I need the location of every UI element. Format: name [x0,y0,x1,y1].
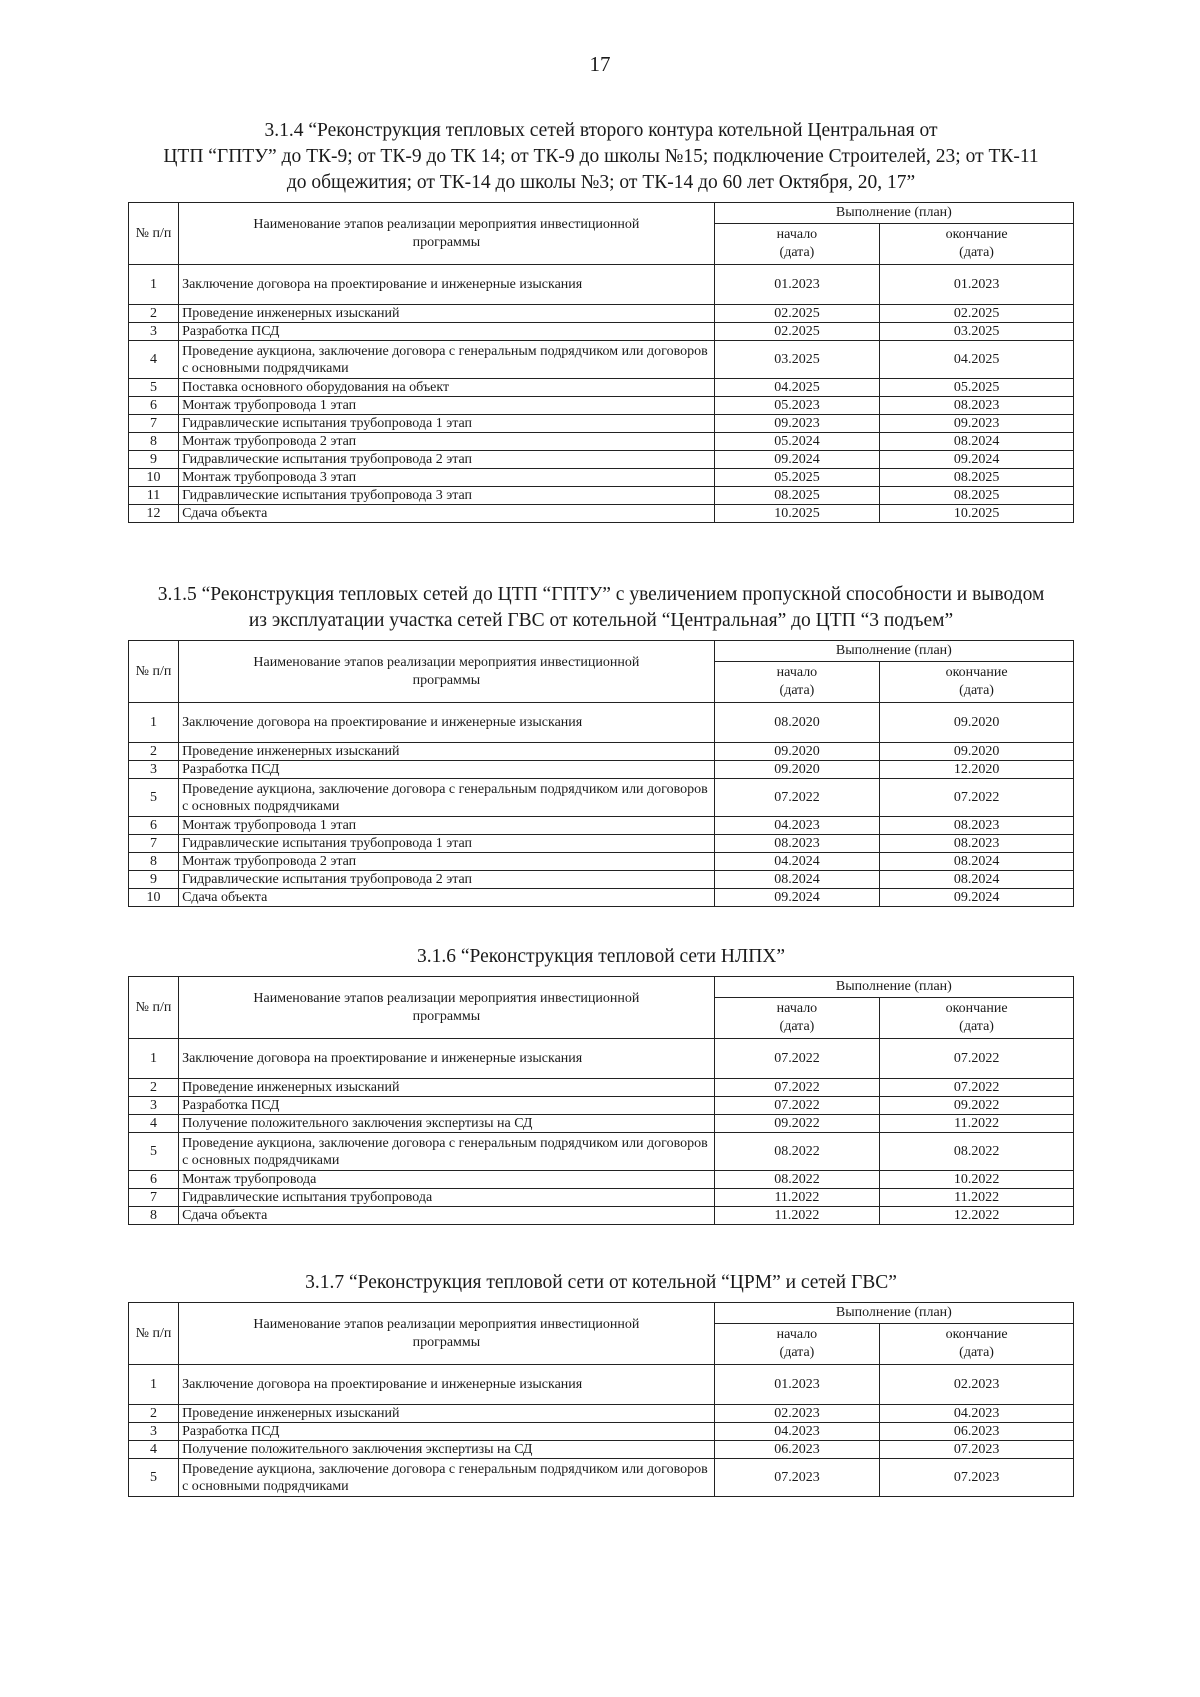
table-row [129,1097,1074,1115]
header-start [714,998,879,1039]
row-end-date: 11.2022 [880,1115,1074,1133]
row-stage-name: Заключение договора на проектирование и инженерные изыскания [179,265,715,305]
header-num: № п/п [129,203,179,265]
row-num: 5 [129,1133,179,1171]
table-row [129,835,1074,853]
table-header-row [129,641,1074,662]
header-end-label: окончание [945,1001,1008,1016]
table-row [129,305,1074,323]
row-start-date: 02.2023 [714,1405,879,1423]
row-num: 2 [129,1079,179,1097]
row-num: 10 [129,889,179,907]
table-row [129,1039,1074,1079]
table-row [129,703,1074,743]
row-end-date: 06.2023 [880,1423,1074,1441]
row-stage-name: Гидравлические испытания трубопровода 2 этап [179,871,715,889]
section-title-line: из эксплуатации участка сетей ГВС от котельной “Центральная” до ЦТП “3 подъем” [248,610,954,631]
header-execution: Выполнение (план) [714,203,1073,224]
header-start-label: начало [776,227,818,242]
header-end [880,224,1074,265]
row-stage-name: Проведение инженерных изысканий [179,305,715,323]
row-num: 2 [129,305,179,323]
row-stage-name: Разработка ПСД [179,323,715,341]
header-start [714,224,879,265]
row-end-date: 09.2023 [880,415,1074,433]
row-end-date: 10.2022 [880,1171,1074,1189]
header-end-sub: (дата) [959,1019,994,1034]
header-start-label: начало [776,1327,818,1342]
row-num: 10 [129,469,179,487]
section-title-line: 3.1.4 “Реконструкция тепловых сетей второго контура котельной Центральная от [264,120,938,141]
row-end-date: 08.2023 [880,817,1074,835]
table-row [129,415,1074,433]
table-row [129,451,1074,469]
row-stage-name: Гидравлические испытания трубопровода 1 этап [179,415,715,433]
header-name: Наименование этапов реализации мероприятия инвестиционной программы [179,641,715,703]
section-3-1-7 [128,1270,1074,1497]
row-stage-name: Сдача объекта [179,1207,715,1225]
row-end-date: 07.2022 [880,1039,1074,1079]
header-end-sub: (дата) [959,245,994,260]
row-num: 5 [129,1459,179,1497]
row-end-date: 11.2022 [880,1189,1074,1207]
row-start-date: 07.2022 [714,779,879,817]
stages-table [128,976,1074,1225]
page-number: 17 [589,52,611,76]
row-end-date: 09.2024 [880,451,1074,469]
row-end-date: 03.2025 [880,323,1074,341]
row-start-date: 10.2025 [714,505,879,523]
row-num: 3 [129,323,179,341]
header-start-sub: (дата) [779,1019,815,1034]
header-name: Наименование этапов реализации мероприятия инвестиционной программы [179,977,715,1039]
header-end [880,998,1074,1039]
row-stage-name: Монтаж трубопровода 3 этап [179,469,715,487]
table-row [129,1133,1074,1171]
table-row [129,889,1074,907]
header-name: Наименование этапов реализации мероприятия инвестиционной программы [179,203,715,265]
row-end-date: 02.2025 [880,305,1074,323]
row-end-date: 05.2025 [880,379,1074,397]
row-stage-name: Проведение аукциона, заключение договора с генеральным подрядчиком или договоров с основных подрядчиками [179,1133,715,1171]
row-stage-name: Монтаж трубопровода 1 этап [179,397,715,415]
row-stage-name: Монтаж трубопровода 2 этап [179,433,715,451]
row-stage-name: Сдача объекта [179,505,715,523]
header-end-sub: (дата) [959,1345,994,1360]
table-row [129,469,1074,487]
row-stage-name: Заключение договора на проектирование и инженерные изыскания [179,703,715,743]
row-start-date: 05.2024 [714,433,879,451]
row-start-date: 11.2022 [714,1207,879,1225]
table-row [129,487,1074,505]
row-num: 9 [129,451,179,469]
row-end-date: 12.2020 [880,761,1074,779]
row-end-date: 04.2025 [880,341,1074,379]
row-end-date: 07.2022 [880,779,1074,817]
row-start-date: 06.2023 [714,1441,879,1459]
table-row [129,505,1074,523]
row-start-date: 08.2025 [714,487,879,505]
header-end [880,662,1074,703]
table-row [129,1423,1074,1441]
row-stage-name: Проведение аукциона, заключение договора с генеральным подрядчиком или договоров с основных подрядчиками [179,779,715,817]
row-num: 8 [129,1207,179,1225]
table-row [129,265,1074,305]
row-stage-name: Проведение аукциона, заключение договора с генеральным подрядчиком или договоров с основными подрядчиками [179,1459,715,1497]
row-end-date: 08.2024 [880,853,1074,871]
header-start [714,662,879,703]
stages-table [128,1302,1074,1497]
section-title [128,582,1074,634]
section-3-1-5 [128,582,1074,907]
row-start-date: 01.2023 [714,265,879,305]
row-num: 5 [129,779,179,817]
header-start-sub: (дата) [779,1345,815,1360]
table-header-row [129,1303,1074,1324]
table-row [129,779,1074,817]
table-row [129,1441,1074,1459]
table-row [129,341,1074,379]
row-start-date: 08.2023 [714,835,879,853]
row-num: 6 [129,397,179,415]
row-start-date: 02.2025 [714,305,879,323]
section-3-1-6 [128,944,1074,1225]
row-end-date: 07.2023 [880,1441,1074,1459]
row-num: 8 [129,853,179,871]
row-num: 5 [129,379,179,397]
row-num: 2 [129,743,179,761]
row-stage-name: Сдача объекта [179,889,715,907]
row-end-date: 08.2023 [880,397,1074,415]
row-num: 9 [129,871,179,889]
row-end-date: 09.2024 [880,889,1074,907]
header-start-sub: (дата) [779,245,815,260]
row-num: 7 [129,1189,179,1207]
row-end-date: 07.2023 [880,1459,1074,1497]
table-row [129,853,1074,871]
row-start-date: 09.2020 [714,743,879,761]
row-num: 7 [129,835,179,853]
section-3-1-4 [128,118,1074,523]
row-start-date: 09.2024 [714,889,879,907]
header-num: № п/п [129,977,179,1039]
row-start-date: 08.2024 [714,871,879,889]
row-num: 4 [129,1115,179,1133]
row-end-date: 08.2025 [880,469,1074,487]
header-end-label: окончание [945,665,1008,680]
header-name: Наименование этапов реализации мероприятия инвестиционной программы [179,1303,715,1365]
row-end-date: 09.2022 [880,1097,1074,1115]
row-start-date: 02.2025 [714,323,879,341]
table-row [129,871,1074,889]
row-stage-name: Разработка ПСД [179,761,715,779]
header-start-label: начало [776,665,818,680]
row-stage-name: Монтаж трубопровода [179,1171,715,1189]
row-end-date: 08.2024 [880,871,1074,889]
row-end-date: 08.2022 [880,1133,1074,1171]
row-end-date: 07.2022 [880,1079,1074,1097]
row-start-date: 08.2020 [714,703,879,743]
row-start-date: 07.2022 [714,1097,879,1115]
row-num: 6 [129,1171,179,1189]
section-title-line: ЦТП “ГПТУ” до ТК-9; от ТК-9 до ТК 14; от ТК-9 до школы №15; подключение Строителей, 23; от ТК-11 [163,146,1039,167]
header-execution: Выполнение (план) [714,1303,1073,1324]
section-title-line: 3.1.6 “Реконструкция тепловой сети НЛПХ” [416,946,786,967]
header-start [714,1324,879,1365]
row-num: 1 [129,1365,179,1405]
table-row [129,1079,1074,1097]
row-stage-name: Гидравлические испытания трубопровода 1 этап [179,835,715,853]
table-header-row [129,977,1074,998]
row-stage-name: Поставка основного оборудования на объект [179,379,715,397]
table-row [129,1207,1074,1225]
table-row [129,1365,1074,1405]
row-start-date: 05.2025 [714,469,879,487]
row-num: 3 [129,1097,179,1115]
row-stage-name: Получение положительного заключения экспертизы на СД [179,1441,715,1459]
row-stage-name: Монтаж трубопровода 1 этап [179,817,715,835]
row-num: 3 [129,1423,179,1441]
row-end-date: 02.2023 [880,1365,1074,1405]
row-start-date: 04.2025 [714,379,879,397]
row-stage-name: Гидравлические испытания трубопровода [179,1189,715,1207]
row-num: 11 [129,487,179,505]
row-start-date: 09.2024 [714,451,879,469]
table-row [129,379,1074,397]
row-stage-name: Гидравлические испытания трубопровода 3 этап [179,487,715,505]
row-stage-name: Получение положительного заключения экспертизы на СД [179,1115,715,1133]
row-start-date: 04.2023 [714,817,879,835]
row-stage-name: Разработка ПСД [179,1423,715,1441]
row-num: 6 [129,817,179,835]
table-row [129,1115,1074,1133]
row-end-date: 12.2022 [880,1207,1074,1225]
row-num: 8 [129,433,179,451]
row-stage-name: Проведение инженерных изысканий [179,1079,715,1097]
row-end-date: 09.2020 [880,743,1074,761]
row-num: 1 [129,1039,179,1079]
section-title [128,944,1074,970]
row-stage-name: Монтаж трубопровода 2 этап [179,853,715,871]
section-title-line: 3.1.5 “Реконструкция тепловых сетей до ЦТП “ГПТУ” с увеличением пропускной способности и выводом [157,584,1045,605]
header-end-sub: (дата) [959,683,994,698]
row-start-date: 04.2024 [714,853,879,871]
table-row [129,397,1074,415]
section-title-line: до общежития; от ТК-14 до школы №3; от ТК-14 до 60 лет Октября, 20, 17” [286,172,916,193]
row-num: 4 [129,341,179,379]
row-end-date: 09.2020 [880,703,1074,743]
row-end-date: 08.2025 [880,487,1074,505]
header-start-label: начало [776,1001,818,1016]
row-num: 4 [129,1441,179,1459]
header-execution: Выполнение (план) [714,641,1073,662]
row-end-date: 04.2023 [880,1405,1074,1423]
row-num: 1 [129,265,179,305]
section-title [128,118,1074,196]
table-row [129,1171,1074,1189]
table-header-row [129,203,1074,224]
row-start-date: 07.2023 [714,1459,879,1497]
row-start-date: 09.2023 [714,415,879,433]
row-stage-name: Проведение аукциона, заключение договора с генеральным подрядчиком или договоров с основными подрядчиками [179,341,715,379]
row-end-date: 01.2023 [880,265,1074,305]
table-row [129,761,1074,779]
table-row [129,1405,1074,1423]
table-row [129,433,1074,451]
header-end-label: окончание [945,1327,1008,1342]
row-start-date: 08.2022 [714,1133,879,1171]
table-row [129,1459,1074,1497]
row-end-date: 10.2025 [880,505,1074,523]
section-title [128,1270,1074,1296]
row-start-date: 07.2022 [714,1039,879,1079]
header-num: № п/п [129,1303,179,1365]
header-end-label: окончание [945,227,1008,242]
row-start-date: 07.2022 [714,1079,879,1097]
header-num: № п/п [129,641,179,703]
row-end-date: 08.2023 [880,835,1074,853]
row-stage-name: Заключение договора на проектирование и инженерные изыскания [179,1039,715,1079]
section-title-line: 3.1.7 “Реконструкция тепловой сети от котельной “ЦРМ” и сетей ГВС” [305,1272,897,1293]
row-num: 2 [129,1405,179,1423]
row-start-date: 04.2023 [714,1423,879,1441]
row-num: 7 [129,415,179,433]
row-num: 1 [129,703,179,743]
header-start-sub: (дата) [779,683,815,698]
stages-table [128,202,1074,523]
row-start-date: 08.2022 [714,1171,879,1189]
row-num: 12 [129,505,179,523]
row-start-date: 09.2022 [714,1115,879,1133]
table-row [129,817,1074,835]
table-row [129,743,1074,761]
row-start-date: 11.2022 [714,1189,879,1207]
row-num: 3 [129,761,179,779]
row-start-date: 09.2020 [714,761,879,779]
row-start-date: 03.2025 [714,341,879,379]
row-end-date: 08.2024 [880,433,1074,451]
table-row [129,1189,1074,1207]
row-start-date: 01.2023 [714,1365,879,1405]
row-stage-name: Проведение инженерных изысканий [179,743,715,761]
row-stage-name: Проведение инженерных изысканий [179,1405,715,1423]
row-start-date: 05.2023 [714,397,879,415]
row-stage-name: Заключение договора на проектирование и инженерные изыскания [179,1365,715,1405]
header-end [880,1324,1074,1365]
header-execution: Выполнение (план) [714,977,1073,998]
stages-table [128,640,1074,907]
row-stage-name: Гидравлические испытания трубопровода 2 этап [179,451,715,469]
row-stage-name: Разработка ПСД [179,1097,715,1115]
table-row [129,323,1074,341]
